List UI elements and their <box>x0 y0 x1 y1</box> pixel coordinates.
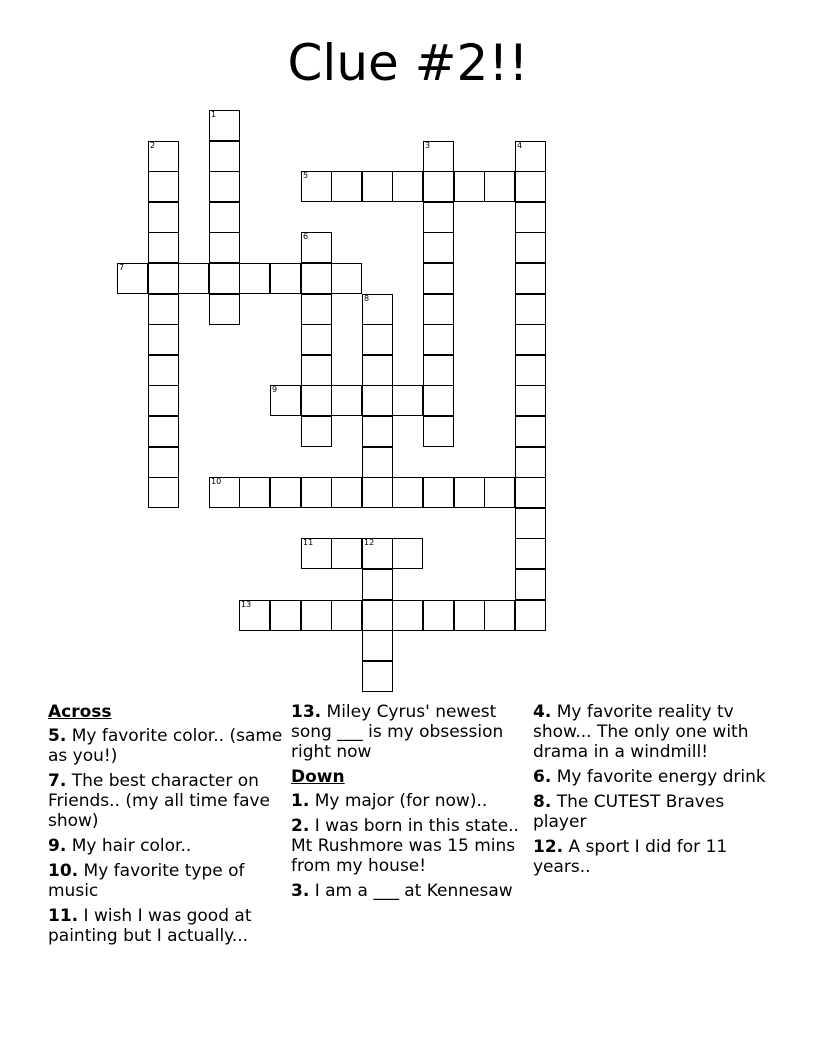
clue-down-1: 1. My major (for now).. <box>291 791 488 811</box>
grid-cell[interactable] <box>178 263 209 294</box>
grid-cell[interactable] <box>301 294 332 325</box>
grid-cell[interactable] <box>270 385 301 416</box>
grid-cell[interactable] <box>148 294 179 325</box>
grid-cell[interactable] <box>515 447 546 478</box>
clue-across-11: 11. I wish I was good at painting but I actually... <box>48 906 252 946</box>
grid-cell[interactable] <box>362 569 393 600</box>
clues-column-1 <box>48 702 286 951</box>
grid-cell[interactable] <box>301 538 332 569</box>
grid-cell[interactable] <box>484 171 515 202</box>
grid-cell[interactable] <box>301 355 332 386</box>
across-heading: Across <box>48 702 112 722</box>
grid-cell[interactable] <box>515 508 546 539</box>
grid-cell[interactable] <box>301 263 332 294</box>
grid-cell[interactable] <box>209 141 240 172</box>
clue-across-5: 5. My favorite color.. (same as you!) <box>48 726 283 766</box>
grid-cell[interactable] <box>362 416 393 447</box>
grid-cell[interactable] <box>515 569 546 600</box>
grid-cell[interactable] <box>423 171 454 202</box>
grid-cell[interactable] <box>362 477 393 508</box>
grid-cell[interactable] <box>209 202 240 233</box>
page-title: Clue #2!! <box>287 34 529 92</box>
grid-cell[interactable] <box>423 600 454 631</box>
grid-cell[interactable] <box>209 294 240 325</box>
grid-cell[interactable] <box>301 232 332 263</box>
grid-cell[interactable] <box>423 202 454 233</box>
grid-cell[interactable] <box>148 202 179 233</box>
cell-number: 10 <box>211 477 222 486</box>
grid-cell[interactable] <box>423 477 454 508</box>
grid-cell[interactable] <box>209 477 240 508</box>
grid-cell[interactable] <box>515 477 546 508</box>
clue-down-8: 8. The CUTEST Braves player <box>533 792 725 832</box>
grid-cell[interactable] <box>301 416 332 447</box>
grid-cell[interactable] <box>484 600 515 631</box>
grid-cell[interactable] <box>117 263 148 294</box>
grid-cell[interactable] <box>423 141 454 172</box>
cell-number: 3 <box>425 141 431 150</box>
grid-cell[interactable] <box>362 447 393 478</box>
grid-cell[interactable] <box>209 110 240 141</box>
clue-down-2: 2. I was born in this state.. Mt Rushmore was 15 mins from my house! <box>291 816 519 876</box>
grid-cell[interactable] <box>331 538 362 569</box>
grid-cell[interactable] <box>484 477 515 508</box>
grid-cell[interactable] <box>331 171 362 202</box>
grid-cell[interactable] <box>270 600 301 631</box>
grid-cell[interactable] <box>515 232 546 263</box>
cell-number: 4 <box>517 141 523 150</box>
grid-cell[interactable] <box>362 538 393 569</box>
grid-cell[interactable] <box>148 263 179 294</box>
grid-cell[interactable] <box>331 263 362 294</box>
cell-number: 8 <box>364 294 370 303</box>
grid-cell[interactable] <box>515 202 546 233</box>
clues-column-3 <box>533 702 769 882</box>
cell-number: 12 <box>364 538 375 547</box>
grid-cell[interactable] <box>362 324 393 355</box>
cell-number: 9 <box>272 385 278 394</box>
grid-cell[interactable] <box>454 171 485 202</box>
clue-down-6: 6. My favorite energy drink <box>533 767 766 787</box>
grid-cell[interactable] <box>362 385 393 416</box>
grid-cell[interactable] <box>209 263 240 294</box>
grid-cell[interactable] <box>239 477 270 508</box>
grid-cell[interactable] <box>301 385 332 416</box>
grid-cell[interactable] <box>148 141 179 172</box>
cell-number: 13 <box>241 600 252 609</box>
grid-cell[interactable] <box>423 294 454 325</box>
grid-cell[interactable] <box>392 477 423 508</box>
grid-cell[interactable] <box>454 477 485 508</box>
grid-cell[interactable] <box>515 263 546 294</box>
grid-cell[interactable] <box>423 263 454 294</box>
clue-across-13: 13. Miley Cyrus' newest song ___ is my obsession right now <box>291 702 504 762</box>
grid-cell[interactable] <box>148 171 179 202</box>
grid-cell[interactable] <box>362 355 393 386</box>
grid-cell[interactable] <box>331 600 362 631</box>
grid-cell[interactable] <box>392 171 423 202</box>
grid-cell[interactable] <box>515 171 546 202</box>
grid-cell[interactable] <box>148 477 179 508</box>
grid-cell[interactable] <box>423 416 454 447</box>
grid-cell[interactable] <box>515 324 546 355</box>
cell-number: 6 <box>303 232 309 241</box>
grid-cell[interactable] <box>515 538 546 569</box>
grid-cell[interactable] <box>392 385 423 416</box>
grid-cell[interactable] <box>362 294 393 325</box>
grid-cell[interactable] <box>270 477 301 508</box>
grid-cell[interactable] <box>362 171 393 202</box>
grid-cell[interactable] <box>301 600 332 631</box>
grid-cell[interactable] <box>270 263 301 294</box>
grid-cell[interactable] <box>331 385 362 416</box>
clue-down-4: 4. My favorite reality tv show... The only one with drama in a windmill! <box>533 702 749 762</box>
cell-number: 1 <box>211 110 217 119</box>
grid-cell[interactable] <box>148 385 179 416</box>
clue-down-12: 12. A sport I did for 11 years.. <box>533 837 728 877</box>
clue-across-9: 9. My hair color.. <box>48 836 192 856</box>
grid-cell[interactable] <box>423 355 454 386</box>
grid-cell[interactable] <box>301 324 332 355</box>
cell-number: 5 <box>303 171 309 180</box>
grid-cell[interactable] <box>148 416 179 447</box>
grid-cell[interactable] <box>423 232 454 263</box>
grid-cell[interactable] <box>454 600 485 631</box>
grid-cell[interactable] <box>209 171 240 202</box>
grid-cell[interactable] <box>331 477 362 508</box>
clue-across-10: 10. My favorite type of music <box>48 861 245 901</box>
grid-cell[interactable] <box>515 416 546 447</box>
cell-number: 2 <box>150 141 156 150</box>
grid-cell[interactable] <box>148 232 179 263</box>
grid-cell[interactable] <box>362 600 393 631</box>
grid-cell[interactable] <box>301 477 332 508</box>
grid-cell[interactable] <box>392 600 423 631</box>
clue-down-3: 3. I am a ___ at Kennesaw <box>291 881 513 901</box>
grid-cell[interactable] <box>362 630 393 661</box>
clues-column-2 <box>291 702 527 906</box>
cell-number: 11 <box>303 538 314 547</box>
grid-cell[interactable] <box>515 385 546 416</box>
grid-cell[interactable] <box>148 355 179 386</box>
grid-cell[interactable] <box>301 171 332 202</box>
grid-cell[interactable] <box>423 324 454 355</box>
grid-cell[interactable] <box>515 600 546 631</box>
grid-cell[interactable] <box>148 324 179 355</box>
cell-number: 7 <box>119 263 125 272</box>
grid-cell[interactable] <box>209 232 240 263</box>
grid-cell[interactable] <box>392 538 423 569</box>
grid-cell[interactable] <box>515 294 546 325</box>
grid-cell[interactable] <box>148 447 179 478</box>
grid-cell[interactable] <box>362 661 393 692</box>
grid-cell[interactable] <box>239 263 270 294</box>
grid-cell[interactable] <box>239 600 270 631</box>
down-heading: Down <box>291 767 345 787</box>
grid-cell[interactable] <box>515 355 546 386</box>
grid-cell[interactable] <box>423 385 454 416</box>
clue-across-7: 7. The best character on Friends.. (my all time fave show) <box>48 771 271 831</box>
grid-cell[interactable] <box>515 141 546 172</box>
